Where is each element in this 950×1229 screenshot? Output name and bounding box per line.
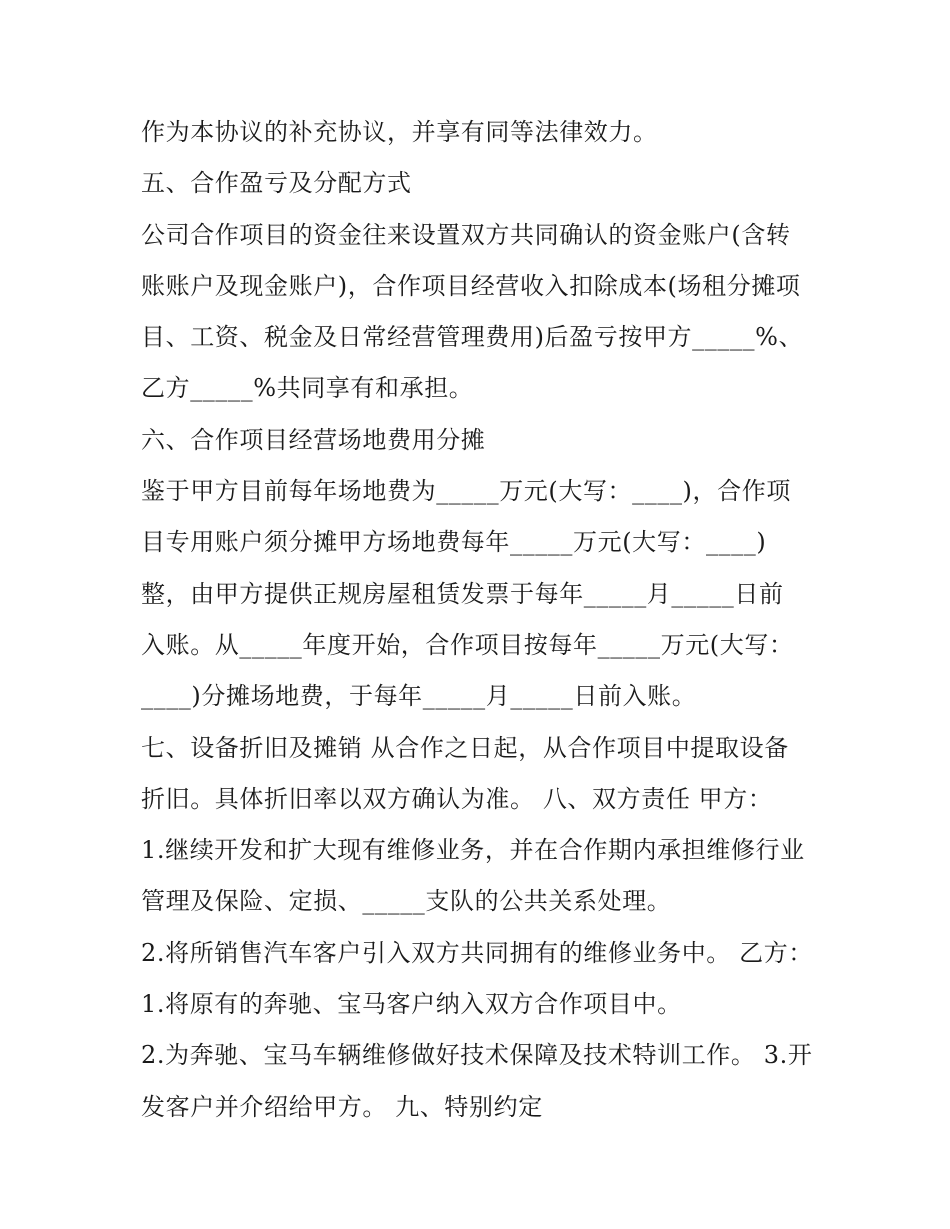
text-line: 2.将所销售汽车客户引入双方共同拥有的维修业务中。 乙方： [141, 938, 813, 967]
text-line: 折旧。具体折旧率以双方确认为准。 八、双方责任 甲方： [141, 784, 773, 813]
text-line: 1.将原有的奔驰、宝马客户纳入双方合作项目中。 [141, 990, 682, 1019]
text-line: 1.继续开发和扩大现有维修业务，并在合作期内承担维修行业 [141, 836, 805, 865]
text-line: 乙方_____%共同享有和承担。 [141, 374, 474, 403]
text-line: 七、设备折旧及摊销 从合作之日起，从合作项目中提取设备 [141, 733, 789, 762]
text-line: 鉴于甲方目前每年场地费为_____万元(大写：____)，合作项 [141, 477, 791, 506]
text-line: 发客户并介绍给甲方。 九、特别约定 [141, 1092, 543, 1121]
text-line: 整，由甲方提供正规房屋租赁发票于每年_____月_____日前 [141, 579, 784, 608]
text-line: 目专用账户须分摊甲方场地费每年_____万元(大写：____) [141, 528, 767, 557]
section-heading: 五、合作盈亏及分配方式 [141, 169, 412, 198]
text-line: 2.为奔驰、宝马车辆维修做好技术保障及技术特训工作。 3.开 [141, 1041, 813, 1070]
text-line: 账账户及现金账户)，合作项目经营收入扣除成本(场租分摊项 [141, 271, 801, 300]
section-heading: 六、合作项目经营场地费用分摊 [141, 425, 486, 454]
text-line: ____)分摊场地费，于每年_____月_____日前入账。 [141, 682, 697, 711]
document-page [141, 107, 813, 1133]
text-line: 入账。从_____年度开始，合作项目按每年_____万元(大写： [141, 630, 794, 659]
text-line: 管理及保险、定损、_____支队的公共关系处理。 [141, 887, 672, 916]
text-line: 目、工资、税金及日常经营管理费用)后盈亏按甲方_____%、 [141, 323, 804, 352]
text-line: 公司合作项目的资金往来设置双方共同确认的资金账户(含转 [141, 220, 791, 249]
text-line: 作为本协议的补充协议，并享有同等法律效力。 [141, 118, 658, 146]
